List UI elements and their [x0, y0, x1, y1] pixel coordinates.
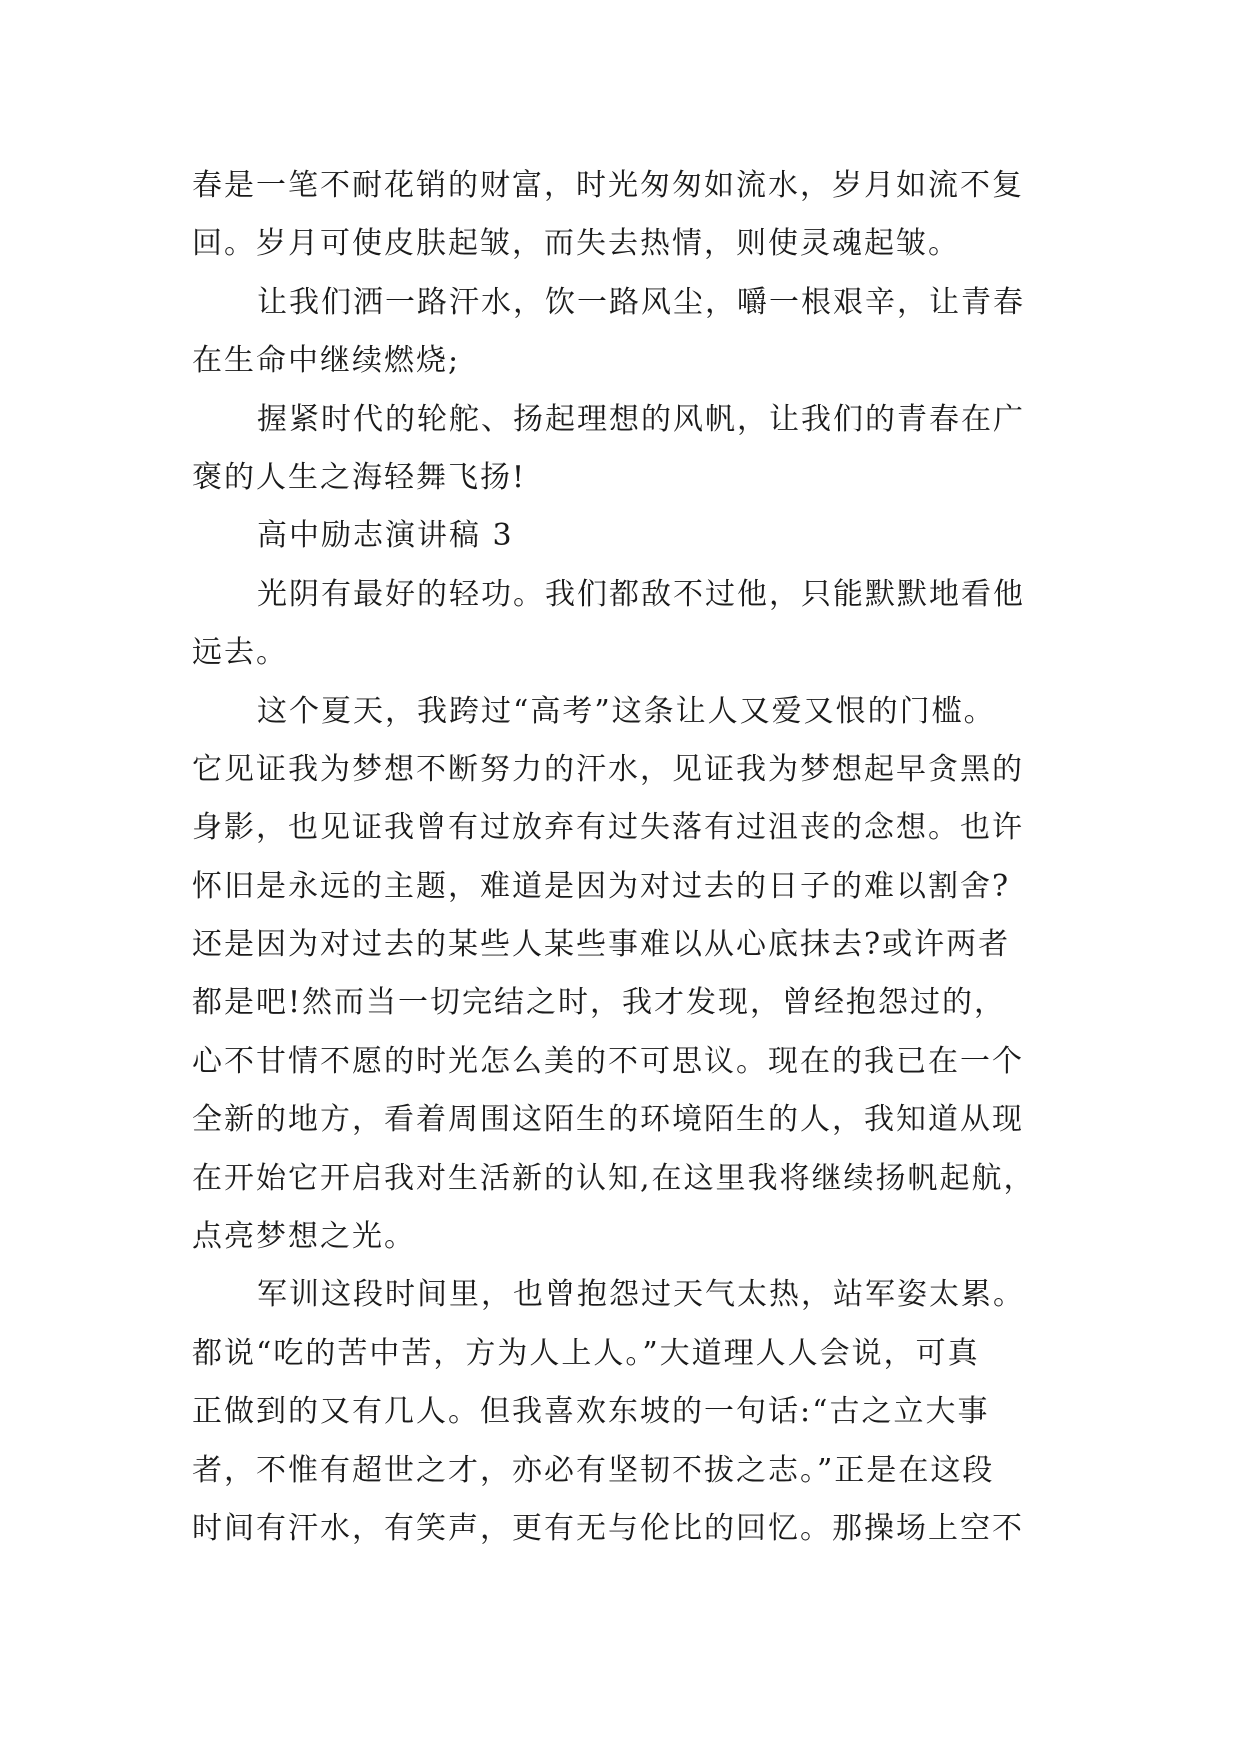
- text-line: 都说“吃的苦中苦，方为人上人。”大道理人人会说，可真: [192, 1335, 980, 1371]
- text-line: 回。岁月可使皮肤起皱，而失去热情，则使灵魂起皱。: [192, 226, 960, 262]
- text-line: 怀旧是永远的主题，难道是因为对过去的日子的难以割舍?: [192, 868, 1011, 904]
- text-line: 它见证我为梦想不断努力的汗水，见证我为梦想起早贪黑的: [192, 751, 1024, 787]
- text-line: 褒的人生之海轻舞飞扬!: [192, 459, 527, 495]
- text-line: 点亮梦想之光。: [192, 1219, 416, 1255]
- section-heading: 高中励志演讲稿 3: [257, 518, 514, 554]
- text-line: 在生命中继续燃烧;: [192, 343, 461, 379]
- text-line: 身影，也见证我曾有过放弃有过失落有过沮丧的念想。也许: [192, 810, 1024, 846]
- text-line: 正做到的又有几人。但我喜欢东坡的一句话:“古之立大事: [192, 1394, 990, 1430]
- text-line: 军训这段时间里，也曾抱怨过天气太热，站军姿太累。: [257, 1277, 1025, 1313]
- text-line: 这个夏天，我跨过“高考”这条让人又爱又恨的门槛。: [257, 693, 996, 729]
- document-body: [192, 157, 1052, 1558]
- text-line: 握紧时代的轮舵、扬起理想的风帆，让我们的青春在广: [257, 401, 1025, 437]
- text-line: 全新的地方，看着周围这陌生的环境陌生的人，我知道从现: [192, 1102, 1024, 1138]
- text-line: 在开始它开启我对生活新的认知,在这里我将继续扬帆起航，: [192, 1160, 1036, 1196]
- text-line: 者，不惟有超世之才，亦必有坚韧不拔之志。”正是在这段: [192, 1452, 995, 1488]
- text-line: 心不甘情不愿的时光怎么美的不可思议。现在的我已在一个: [192, 1043, 1024, 1079]
- text-line: 都是吧!然而当一切完结之时，我才发现，曾经抱怨过的，: [192, 985, 1007, 1021]
- text-line: 让我们洒一路汗水，饮一路风尘，嚼一根艰辛，让青春: [257, 284, 1025, 320]
- text-line: 春是一笔不耐花销的财富，时光匆匆如流水，岁月如流不复: [192, 168, 1024, 203]
- text-line: 远去。: [192, 635, 288, 671]
- text-line: 光阴有最好的轻功。我们都敌不过他，只能默默地看他: [257, 576, 1025, 612]
- text-line: 还是因为对过去的某些人某些事难以从心底抹去?或许两者: [192, 927, 1011, 963]
- text-line: 时间有汗水，有笑声，更有无与伦比的回忆。那操场上空不: [192, 1510, 1024, 1546]
